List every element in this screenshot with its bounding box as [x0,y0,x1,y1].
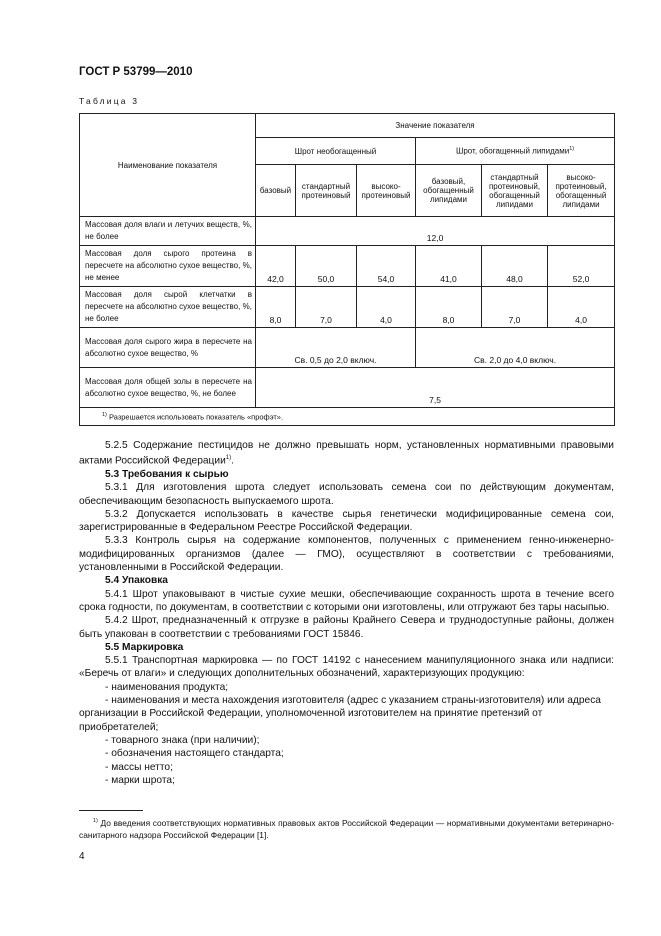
row-name: Массовая доля общей золы в пересчете на абсолютно сухое вещество, %, не более [80,368,256,408]
page-footnote-text: До введения соответствующих нормативных правовых актов Российской Федерации — нормативными документами ветеринарно-санитарного надзора Российской Федерации [1]. [79,817,615,840]
list-item: - наименования и места нахождения изготовителя (адрес с указанием страны-изготовителя) или адреса организации в Российской Федерации, уполномоченной изготовителем на принятие претензий от приобретателей; [79,695,601,733]
list-item: - марки шрота; [105,774,175,786]
row-value: 8,0 [416,287,482,328]
paragraph-5-3-1: 5.3.1 Для изготовления шрота следует использовать семена сои по действующим документам, обеспечивающим безопасность выпускаемого шрота. [79,482,614,507]
list-item: - массы нетто; [105,761,173,773]
section-heading-5-5: 5.5 Маркировка [105,641,184,653]
list-item: - обозначения настоящего стандарта; [105,748,284,760]
group-lipid-label: Шрот, обогащенный липидами [455,146,570,156]
row-name: Массовая доля сырой клетчатки в пересчете на абсолютно сухое вещество, %, не более [80,287,256,328]
table-footnote-text: Разрешается использовать показатель «профэт». [108,412,284,422]
subcol-header: базовый, обогащенный липидами [416,165,482,217]
row-value: 12,0 [256,217,615,246]
table-row [80,246,615,287]
paragraph-end: . [231,455,234,467]
page-footnote-mark: 1) [93,818,98,824]
group-lipid-sup: 1) [569,146,575,153]
list-item: - наименования продукта; [105,681,229,693]
subcol-header: стандартный протеиновый, обогащенный липидами [482,165,548,217]
table-row [80,328,615,368]
list-item: - товарного знака (при наличии); [105,734,260,746]
subcol-header: базовый [256,165,296,217]
paragraph-5-2-5 [79,439,614,468]
page-footnote [79,815,614,841]
row-value: 4,0 [548,287,615,328]
subcol-header: высоко-протеиновый [357,165,416,217]
row-value: 48,0 [482,246,548,287]
row-value: 7,0 [482,287,548,328]
table-footnote-mark: 1) [102,411,107,418]
section-heading-5-3: 5.3 Требования к сырью [105,468,229,480]
row-name: Массовая доля сырого протеина в пересчете на абсолютно сухое вещество, %, не менее [80,246,256,287]
table-row [80,287,615,328]
row-value: 50,0 [296,246,357,287]
paragraph-5-4-2: 5.4.2 Шрот, предназначенный к отгрузке в районы Крайнего Севера и труднодоступные районы, должен быть упакован в соответствии с требованиями ГОСТ 15846. [79,615,614,640]
paragraph-5-3-3: 5.3.3 Контроль сырья на содержание компонентов, полученных с применением генно-инженерно-модифицированных организмов (далее — ГМО), осуществляют в соответствии с требованиями, установленными в Российской Федерации. [79,535,614,574]
row-value: 7,5 [256,368,615,408]
paragraph-5-3-2: 5.3.2 Допускается использовать в качестве сырья генетически модифицированные семена сои, зарегистрированные в Федеральном Реестре Российской Федерации. [79,508,614,534]
row-value: 42,0 [256,246,296,287]
group-lipid-header [416,138,615,165]
paragraph-5-4-1: 5.4.1 Шрот упаковывают в чистые сухие мешки, обеспечивающие сохранность шрота в течение всего срока годности, по документам, в соответствии с которыми они изготовлены, или отгружают без тары насыпью. [79,588,614,613]
value-header: Значение показателя [256,114,615,138]
row-value: 54,0 [357,246,416,287]
footnote-divider [79,810,143,811]
table-row [80,368,615,408]
specification-table [79,113,615,426]
subcol-header: стандартный протеиновый [296,165,357,217]
subcol-header: высоко-протеиновый, обогащенный липидами [548,165,615,217]
table-caption: Таблица 3 [79,96,140,106]
table-row [80,217,615,246]
body-text [79,439,614,787]
paragraph-text: 5.2.5 Содержание пестицидов не должно превышать норм, установленных нормативными правовыми актами Российской Федерации [79,440,614,467]
row-value: 41,0 [416,246,482,287]
paragraph-5-5-1: 5.5.1 Транспортная маркировка — по ГОСТ 14192 с нанесением манипуляционного знака или надписи: «Беречь от влаги» и следующих дополнительных обозначений, характеризующих продукцию: [79,655,614,680]
group-unenriched-header: Шрот необогащенный [256,138,416,165]
row-value: Св. 2,0 до 4,0 включ. [416,328,615,368]
row-name: Массовая доля сырого жира в пересчете на абсолютно сухое вещество, % [80,328,256,368]
row-value: Св. 0,5 до 2,0 включ. [256,328,416,368]
page-number: 4 [79,851,85,862]
row-value: 8,0 [256,287,296,328]
table-footnote [80,408,615,426]
footnote-ref: 1) [225,455,232,462]
row-name: Массовая доля влаги и летучих веществ, %, не более [80,217,256,246]
row-value: 4,0 [357,287,416,328]
row-value: 52,0 [548,246,615,287]
page-header: ГОСТ Р 53799—2010 [79,66,193,78]
column-name-header: Наименование показателя [80,114,256,217]
section-heading-5-4: 5.4 Упаковка [105,575,168,587]
row-value: 7,0 [296,287,357,328]
